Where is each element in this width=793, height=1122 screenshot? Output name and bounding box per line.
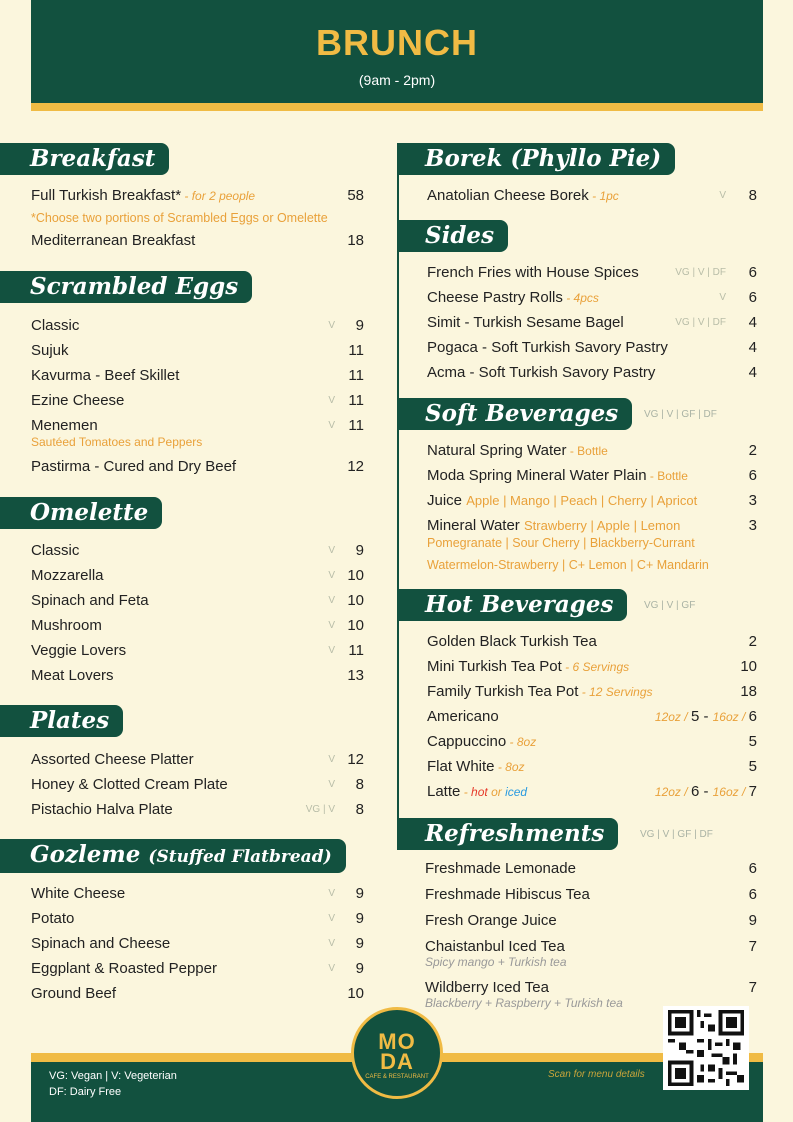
- item-name: Golden Black Turkish Tea: [427, 633, 597, 650]
- item-price: 9: [355, 885, 364, 902]
- section-title: [0, 839, 346, 873]
- logo-line: MO: [378, 1029, 416, 1054]
- size-price: 5: [690, 708, 700, 725]
- menu-item: [31, 588, 372, 613]
- menu-item: [31, 338, 372, 363]
- section-title: Omelette: [0, 497, 162, 529]
- diet-legend: [49, 1068, 177, 1100]
- section-borek: [397, 143, 763, 220]
- item-name: Latte: [427, 783, 461, 800]
- section-title: Borek (Phyllo Pie): [397, 143, 675, 175]
- section-scrambled-eggs: [0, 271, 372, 479]
- diet-tag: V: [328, 888, 335, 899]
- item-name: Potato: [31, 910, 75, 927]
- size-price: 6: [748, 708, 757, 725]
- item-price: 2: [748, 633, 757, 650]
- section-gozleme: [0, 839, 372, 1006]
- logo-wordmark: [354, 1029, 440, 1074]
- item-name: French Fries with House Spices: [427, 264, 639, 281]
- item-name: Americano: [427, 708, 499, 725]
- item-price: [655, 704, 757, 730]
- item-price: 6: [748, 289, 757, 306]
- legend-line: DF: Dairy Free: [49, 1086, 122, 1098]
- item-name: Pastirma - Cured and Dry Beef: [31, 458, 237, 475]
- diet-tag: V: [328, 570, 335, 581]
- item-name: Mini Turkish Tea Pot: [427, 658, 562, 675]
- item-price: 11: [348, 367, 364, 384]
- size-label: 16oz /: [712, 710, 749, 724]
- item-name: Chaistanbul Iced Tea: [425, 938, 565, 955]
- section-title: Breakfast: [0, 143, 169, 175]
- item-price: 5: [748, 758, 757, 775]
- item-price: 5: [748, 733, 757, 750]
- menu-item: [427, 654, 763, 679]
- item-name: Honey & Clotted Cream Plate: [31, 776, 228, 793]
- item-price: 11: [348, 342, 364, 359]
- menu-item: [31, 613, 372, 638]
- item-note: - 8oz: [506, 735, 537, 749]
- menu-item: [427, 729, 763, 754]
- item-price: 12: [347, 751, 364, 768]
- item-note: - 1pc: [588, 189, 619, 203]
- item-note: - 8oz: [494, 760, 525, 774]
- item-name: Anatolian Cheese Borek: [427, 187, 589, 204]
- item-name: Classic: [31, 542, 80, 559]
- section-hot-beverages: [397, 589, 763, 818]
- page-title: BRUNCH: [316, 22, 478, 63]
- menu-item: [427, 679, 763, 704]
- footnote: *Choose two portions of Scrambled Eggs or Omelette: [31, 211, 328, 225]
- section-title: Scrambled Eggs: [0, 271, 252, 303]
- menu-item: [427, 183, 763, 208]
- menu-item: [31, 413, 372, 438]
- item-price: 10: [347, 567, 364, 584]
- item-price: 6: [748, 886, 757, 903]
- item-name: Pogaca - Soft Turkish Savory Pastry: [427, 339, 668, 356]
- diet-tag: V: [328, 645, 335, 656]
- item-name: Sujuk: [31, 342, 69, 359]
- menu-item: [425, 856, 763, 882]
- item-price: 10: [347, 985, 364, 1002]
- menu-item: [425, 882, 763, 908]
- item-name: Spinach and Cheese: [31, 935, 171, 952]
- item-options: Apple | Mango | Peach | Cherry | Apricot: [466, 493, 698, 508]
- qr-code-graphic: [667, 1010, 745, 1086]
- menu-item: [31, 772, 372, 797]
- item-note: - Bottle: [566, 444, 608, 458]
- section-plates: [0, 705, 372, 822]
- item-name: Acma - Soft Turkish Savory Pastry: [427, 364, 656, 381]
- menu-item: [427, 360, 763, 385]
- menu-item: [31, 981, 372, 1006]
- diet-tag: V: [719, 190, 726, 201]
- service-hours: (9am - 2pm): [358, 72, 436, 88]
- item-name: Meat Lovers: [31, 667, 114, 684]
- diet-tag: V: [328, 754, 335, 765]
- menu-item: [31, 388, 372, 413]
- menu-item: [427, 488, 763, 513]
- item-price: 6: [748, 467, 757, 484]
- item-name: Ground Beef: [31, 985, 117, 1002]
- logo-subtitle: CAFE & RESTAURANT: [365, 1074, 429, 1080]
- menu-item: [31, 563, 372, 588]
- menu-item: [31, 638, 372, 663]
- left-column: [0, 143, 372, 1019]
- section-title: Sides: [397, 220, 508, 252]
- section-title: Soft Beverages: [397, 398, 632, 430]
- item-name: Wildberry Iced Tea: [425, 979, 549, 996]
- item-name: Assorted Cheese Platter: [31, 751, 194, 768]
- diet-tag: V: [328, 545, 335, 556]
- item-name: Menemen: [31, 417, 98, 434]
- item-price: 9: [355, 317, 364, 334]
- section-soft-beverages: [397, 398, 763, 589]
- item-note: - Bottle: [646, 469, 688, 483]
- item-price: 2: [748, 442, 757, 459]
- item-name: Mineral Water: [427, 517, 520, 534]
- diet-tag: VG | V | DF: [675, 267, 726, 278]
- size-label: 16oz /: [712, 785, 749, 799]
- size-separator: -: [699, 708, 713, 725]
- header-stripe: [31, 103, 763, 111]
- item-options: Watermelon-Strawberry | C+ Lemon | C+ Mandarin: [427, 558, 709, 572]
- diet-tag: V: [328, 420, 335, 431]
- diet-tag: V: [328, 963, 335, 974]
- diet-tag: V: [328, 913, 335, 924]
- moda-logo: [351, 1007, 443, 1099]
- item-price: 58: [347, 187, 364, 204]
- diet-tag: VG | V | GF | DF: [640, 829, 713, 840]
- item-name: Cappuccino: [427, 733, 507, 750]
- menu-item: [31, 956, 372, 981]
- item-description: Spicy mango + Turkish tea: [425, 955, 567, 969]
- item-name: Full Turkish Breakfast*: [31, 187, 182, 204]
- menu-item: [31, 454, 372, 479]
- item-description: Sautéed Tomatoes and Peppers: [31, 435, 203, 449]
- item-price: 13: [347, 667, 364, 684]
- menu-item: [427, 285, 763, 310]
- size-price: 7: [748, 783, 757, 800]
- diet-tag: V: [719, 292, 726, 303]
- item-price: 8: [748, 187, 757, 204]
- item-note: - 12 Servings: [578, 685, 653, 699]
- menu-item: [427, 463, 763, 488]
- item-name: Simit - Turkish Sesame Bagel: [427, 314, 624, 331]
- item-name: Eggplant & Roasted Pepper: [31, 960, 217, 977]
- section-sides: [397, 220, 763, 398]
- menu-item: [427, 335, 763, 360]
- item-price: 6: [748, 860, 757, 877]
- item-options: Strawberry | Apple | Lemon: [523, 518, 681, 533]
- item-name: White Cheese: [31, 885, 126, 902]
- section-subtitle: (Stuffed Flatbread): [148, 847, 332, 867]
- item-price: 3: [748, 492, 757, 509]
- item-price: 11: [348, 392, 364, 409]
- menu-item: [427, 629, 763, 654]
- section-breakfast: [0, 143, 372, 253]
- item-price: 4: [748, 314, 757, 331]
- item-note: - for 2 people: [181, 189, 256, 203]
- menu-item: [31, 797, 372, 822]
- item-name: Mediterranean Breakfast: [31, 232, 196, 249]
- item-price: 8: [355, 776, 364, 793]
- item-price: 4: [748, 339, 757, 356]
- item-price: 9: [355, 910, 364, 927]
- item-name: Freshmade Lemonade: [425, 860, 576, 877]
- diet-tag: V: [328, 938, 335, 949]
- logo-line: DA: [380, 1049, 414, 1074]
- section-title-main: Gozleme: [30, 841, 141, 868]
- menu-item: [31, 363, 372, 388]
- item-price: 12: [347, 458, 364, 475]
- latte-hot-label: hot: [471, 785, 488, 799]
- legend-line: VG: Vegan | V: Vegeterian: [49, 1070, 177, 1082]
- menu-item: [31, 931, 372, 956]
- item-note: or: [487, 785, 506, 799]
- menu-item: [425, 934, 763, 960]
- menu-item: [427, 513, 763, 538]
- size-label: 12oz /: [654, 710, 691, 724]
- item-price: 18: [347, 232, 364, 249]
- diet-tag: V: [328, 320, 335, 331]
- item-price: 6: [748, 264, 757, 281]
- item-price: 4: [748, 364, 757, 381]
- item-name: Family Turkish Tea Pot: [427, 683, 579, 700]
- item-name: Juice: [427, 492, 463, 509]
- item-note: -: [460, 785, 472, 799]
- size-price: 6: [690, 783, 700, 800]
- menu-item: [31, 538, 372, 563]
- item-price: 9: [355, 542, 364, 559]
- menu-item: [425, 975, 763, 1001]
- item-name: Ezine Cheese: [31, 392, 125, 409]
- menu-item: [31, 228, 372, 253]
- item-price: 10: [347, 617, 364, 634]
- menu-item: [427, 260, 763, 285]
- diet-tag: V: [328, 595, 335, 606]
- section-refreshments: [397, 818, 763, 1010]
- item-price: 10: [347, 592, 364, 609]
- diet-tag: VG | V | GF: [644, 600, 696, 611]
- item-price: 11: [348, 642, 364, 659]
- item-name: Pistachio Halva Plate: [31, 801, 173, 818]
- item-name: Kavurma - Beef Skillet: [31, 367, 180, 384]
- item-price: 10: [740, 658, 757, 675]
- menu-item: [31, 663, 372, 688]
- item-price: 7: [748, 938, 757, 955]
- diet-tag: VG | V | GF | DF: [644, 409, 717, 420]
- item-name: Cheese Pastry Rolls: [427, 289, 563, 306]
- section-title: Plates: [0, 705, 123, 737]
- item-price: 8: [355, 801, 364, 818]
- item-description: Blackberry + Raspberry + Turkish tea: [425, 996, 623, 1010]
- menu-item: [427, 704, 763, 729]
- item-name: Classic: [31, 317, 80, 334]
- scan-caption: Scan for menu details: [548, 1069, 645, 1080]
- diet-tag: VG | V: [305, 804, 335, 815]
- menu-item: [427, 310, 763, 335]
- qr-code-icon[interactable]: [663, 1006, 749, 1090]
- right-column: [397, 143, 763, 1015]
- item-name: Natural Spring Water: [427, 442, 567, 459]
- item-note: - 4pcs: [562, 291, 599, 305]
- item-price: [655, 779, 757, 805]
- section-title: Refreshments: [397, 818, 618, 850]
- item-name: Freshmade Hibiscus Tea: [425, 886, 590, 903]
- item-price: 18: [740, 683, 757, 700]
- menu-item: [31, 881, 372, 906]
- section-title: Hot Beverages: [397, 589, 627, 621]
- diet-tag: V: [328, 779, 335, 790]
- diet-tag: VG | V | DF: [675, 317, 726, 328]
- item-name: Mozzarella: [31, 567, 104, 584]
- item-name: Moda Spring Mineral Water Plain: [427, 467, 647, 484]
- latte-iced-label: iced: [505, 785, 528, 799]
- item-price: 9: [748, 912, 757, 929]
- menu-item: [31, 183, 372, 208]
- item-price: 3: [748, 517, 757, 534]
- item-price: 11: [348, 417, 364, 434]
- item-price: 9: [355, 960, 364, 977]
- diet-tag: V: [328, 395, 335, 406]
- menu-item: [427, 438, 763, 463]
- size-label: 12oz /: [654, 785, 691, 799]
- menu-item: [425, 908, 763, 934]
- item-name: Flat White: [427, 758, 495, 775]
- item-name: Veggie Lovers: [31, 642, 127, 659]
- menu-item: [31, 313, 372, 338]
- section-omelette: [0, 497, 372, 688]
- item-price: 9: [355, 935, 364, 952]
- size-separator: -: [699, 783, 713, 800]
- menu-item: [31, 906, 372, 931]
- item-name: Fresh Orange Juice: [425, 912, 557, 929]
- item-name: Spinach and Feta: [31, 592, 149, 609]
- menu-item: [31, 747, 372, 772]
- menu-item: [427, 754, 763, 779]
- diet-tag: V: [328, 620, 335, 631]
- menu-item: [427, 779, 763, 804]
- item-price: 7: [748, 979, 757, 996]
- item-name: Mushroom: [31, 617, 102, 634]
- item-note: - 6 Servings: [561, 660, 630, 674]
- item-options: Pomegranate | Sour Cherry | Blackberry-Currant: [427, 536, 695, 550]
